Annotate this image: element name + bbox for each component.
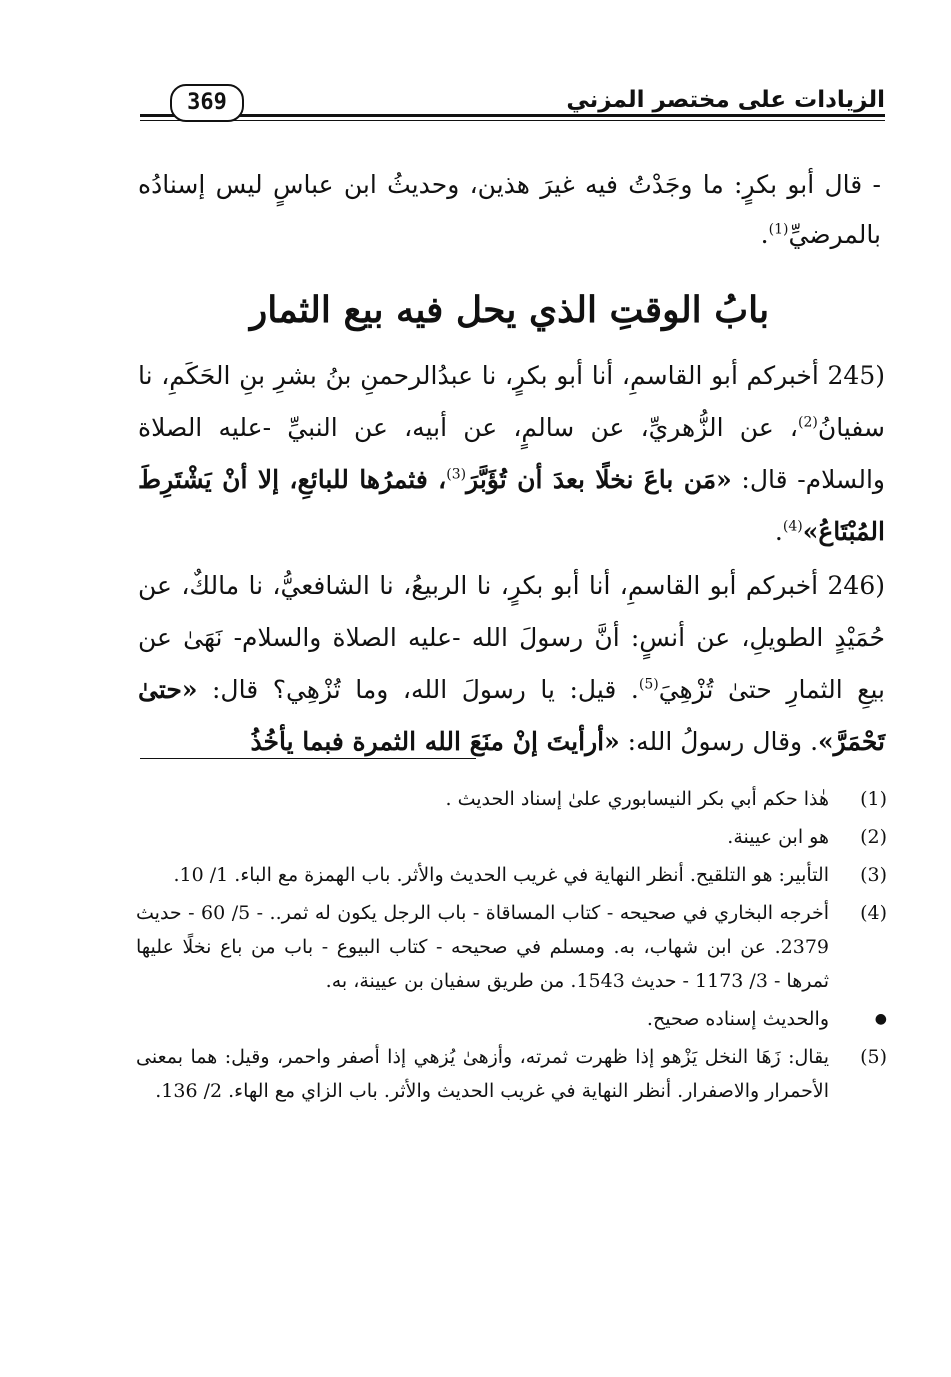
- hadith-246: [138, 560, 885, 768]
- footnote-ref: (3): [446, 466, 467, 483]
- footnote-number: (4): [860, 902, 887, 924]
- footnotes: [136, 782, 887, 1112]
- intro-end: .: [760, 220, 769, 249]
- footnote-text: والحديث إسناده صحيح.: [646, 1008, 829, 1030]
- footnote-text: هٰذا حكم أبي بكر النيسابوري علىٰ إسناد الحديث .: [445, 788, 829, 810]
- footnote: [136, 858, 887, 892]
- footnote-number: (5): [860, 1046, 887, 1068]
- prophetic-quote: «حتىٰ تَحْمَرَّ»: [138, 675, 885, 756]
- footnote-separator: [140, 758, 476, 759]
- footnote: [136, 896, 887, 998]
- footnote-text: هو ابن عيينة.: [727, 826, 829, 848]
- hadith-text: أخبركم أبو القاسمِ، أنا أبو بكرٍ، نا عبدُالرحمنِ بنُ بشرِ بنِ الحَكَمِ، نا سفيانُ: [138, 361, 885, 442]
- footnote-text: يقال: زَهَا النخل يَزْهو إذا ظهرت ثمرته، وأزهىٰ يُزهي إذا أصفر واحمر، وقيل: هما بمعنى الأحمرار والاصفرار. أنظر النهاية في غريب الحديث والأثر. باب الزاي مع الهاء. 2/ 136.: [136, 1046, 829, 1102]
- hadith-text: أخبركم أبو القاسمِ، أنا أبو بكرٍ، نا الربيعُ، نا الشافعيُّ، نا مالكٌ، عن حُمَيْدٍ الطويلِ، عن أنسٍ: أنَّ رسولَ الله -عليه الصلاة والسلام- نَهَىٰ عن بيعِ الثمارِ حتىٰ تُزْهِيَ: [138, 571, 885, 704]
- running-title: الزيادات على مختصر المزني: [556, 86, 885, 114]
- hadith-end: .: [774, 517, 783, 546]
- footnote-ref: (5): [638, 676, 659, 693]
- footnote-number: (3): [860, 864, 887, 886]
- footnote-number: (2): [860, 826, 887, 848]
- hadith-number: 246): [827, 571, 886, 600]
- header-rule: [140, 114, 885, 117]
- chapter-heading: بابُ الوقتِ الذي يحل فيه بيع الثمار: [249, 289, 770, 331]
- footnote-ref: (1): [768, 221, 789, 238]
- footnote: [136, 820, 887, 854]
- footnote: [136, 782, 887, 816]
- footnote: [136, 1040, 887, 1108]
- footnote-text: أخرجه البخاري في صحيحه - كتاب المساقاة - باب الرجل يكون له ثمر.. - 5/ 60 - حديث 2379. عن ابن شهاب، به. ومسلم في صحيحه - كتاب البيوع - باب من باع نخلًا عليها ثمرها - 3/ 1173 - حديث 1543. من طريق سفيان بن عيينة، به.: [136, 902, 829, 992]
- footnote-ref: (2): [798, 414, 818, 431]
- intro-paragraph: [138, 160, 881, 260]
- bullet-icon: ●: [874, 1011, 887, 1027]
- page-header: [140, 78, 885, 128]
- footnote-ref: (4): [782, 518, 803, 535]
- hadith-number: 245): [827, 361, 885, 390]
- page-number: 369: [170, 84, 244, 122]
- header-rule-thin: [140, 120, 885, 121]
- hadith-245: [138, 350, 885, 558]
- footnote-number: (1): [860, 788, 887, 810]
- footnote-text: التأبير: هو التلقيح. أنظر النهاية في غريب الحديث والأثر. باب الهمزة مع الباء. 1/ 10.: [173, 864, 829, 886]
- prophetic-quote: «أرأيتَ إنْ منَعَ الله الثمرة فبما يأخُذُ: [250, 727, 620, 756]
- prophetic-quote: «مَن باعَ نخلًا بعدَ أن تُؤَبَّرَ: [466, 465, 732, 494]
- hadith-text: . وقال رسولُ الله:: [619, 727, 819, 756]
- footnote-grading: [136, 1002, 887, 1036]
- prophetic-quote: ، فثمرُها للبائعِ، إلا أنْ يَشْتَرِطَ المُبْتَاعُ»: [138, 465, 885, 546]
- intro-text: - قال أبو بكرٍ: ما وجَدْتُ فيه غيرَ هذين، وحديثُ ابن عباسٍ ليس إسنادُه بالمرضيِّ: [138, 170, 881, 249]
- hadith-text: . قيل: يا رسولَ الله، وما تُزْهِي؟ قال:: [197, 675, 639, 704]
- hadith-text: ، عن الزُّهريِّ، عن سالمٍ، عن أبيه، عن النبيِّ -عليه الصلاة والسلام- قال:: [138, 413, 885, 494]
